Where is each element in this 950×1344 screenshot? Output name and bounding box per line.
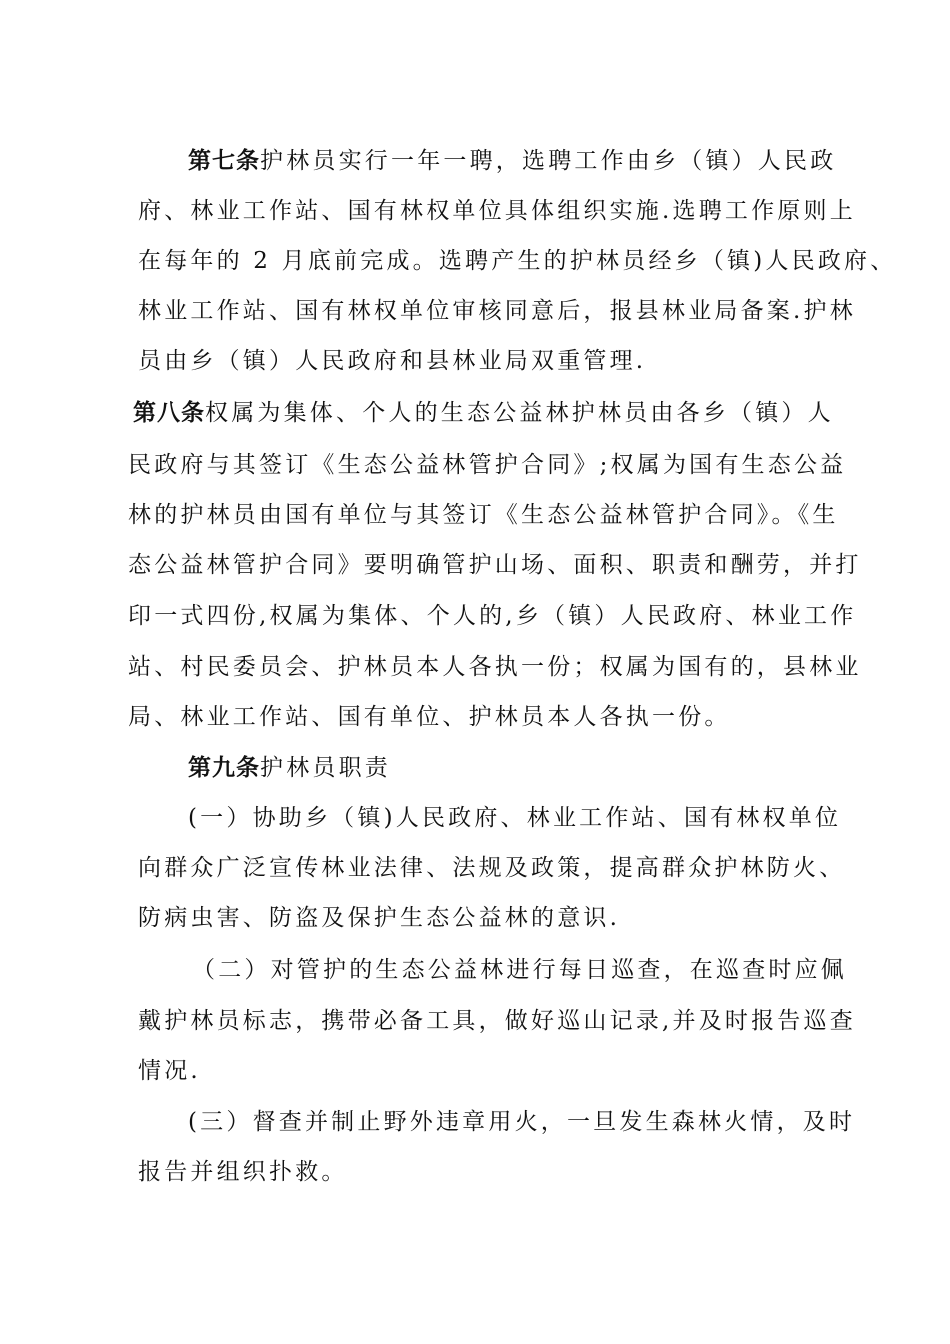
duty-item-2-line-1: （二）对管护的生态公益林进行每日巡查，在巡查时应佩 <box>192 957 847 983</box>
duty-item-3-line-2: 报告并组织扑救。 <box>138 1159 348 1185</box>
article-7-heading: 第七条 <box>188 148 260 174</box>
duty-item-2-line-2: 戴护林员标志，携带必备工具，做好巡山记录,并及时报告巡查 <box>138 1008 856 1034</box>
article-7-line-1 <box>188 146 836 176</box>
article-8-line-7: 局、林业工作站、国有单位、护林员本人各执一份。 <box>128 704 731 730</box>
article-7-line-2: 府、林业工作站、国有林权单位具体组织实施.选聘工作原则上 <box>138 198 856 224</box>
article-8-text: 权属为集体、个人的生态公益林护林员由各乡（镇）人 <box>205 400 834 426</box>
duty-item-1-line-1: (一）协助乡（镇)人民政府、林业工作站、国有林权单位 <box>188 805 842 831</box>
article-7-text: 护林员实行一年一聘，选聘工作由乡（镇）人民政 <box>260 148 837 174</box>
duty-item-2-line-3: 情况. <box>138 1058 201 1084</box>
article-8-line-3: 林的护林员由国有单位与其签订《生态公益林管护合同》。《生 <box>128 502 839 528</box>
article-9-text: 护林员职责 <box>260 755 391 781</box>
duty-item-1-line-2: 向群众广泛宣传林业法律、法规及政策，提高群众护林防火、 <box>138 855 846 881</box>
duty-item-1-line-3: 防病虫害、防盗及保护生态公益林的意识. <box>138 905 621 931</box>
duty-item-3-line-1: (三）督查并制止野外违章用火，一旦发生森林火情，及时 <box>188 1109 856 1135</box>
article-9-line-1 <box>188 753 391 783</box>
article-8-line-6: 站、村民委员会、护林员本人各执一份；权属为国有的，县林业 <box>128 654 862 680</box>
article-7-line-5: 员由乡（镇）人民政府和县林业局双重管理. <box>138 348 647 374</box>
article-8-line-1 <box>133 398 834 428</box>
article-7-line-3: 在每年的 2 月底前完成。选聘产生的护林员经乡（镇)人民政府、 <box>138 248 897 274</box>
article-8-line-2: 民政府与其签订《生态公益林管护合同》;权属为国有生态公益 <box>128 452 847 478</box>
article-8-heading: 第八条 <box>133 400 205 426</box>
article-8-line-4: 态公益林管护合同》要明确管护山场、面积、职责和酬劳，并打 <box>128 552 862 578</box>
article-7-line-4: 林业工作站、国有林权单位审核同意后，报县林业局备案.护林 <box>138 298 856 324</box>
article-8-line-5: 印一式四份,权属为集体、个人的,乡（镇）人民政府、林业工作 <box>128 603 857 629</box>
article-9-heading: 第九条 <box>188 755 260 781</box>
